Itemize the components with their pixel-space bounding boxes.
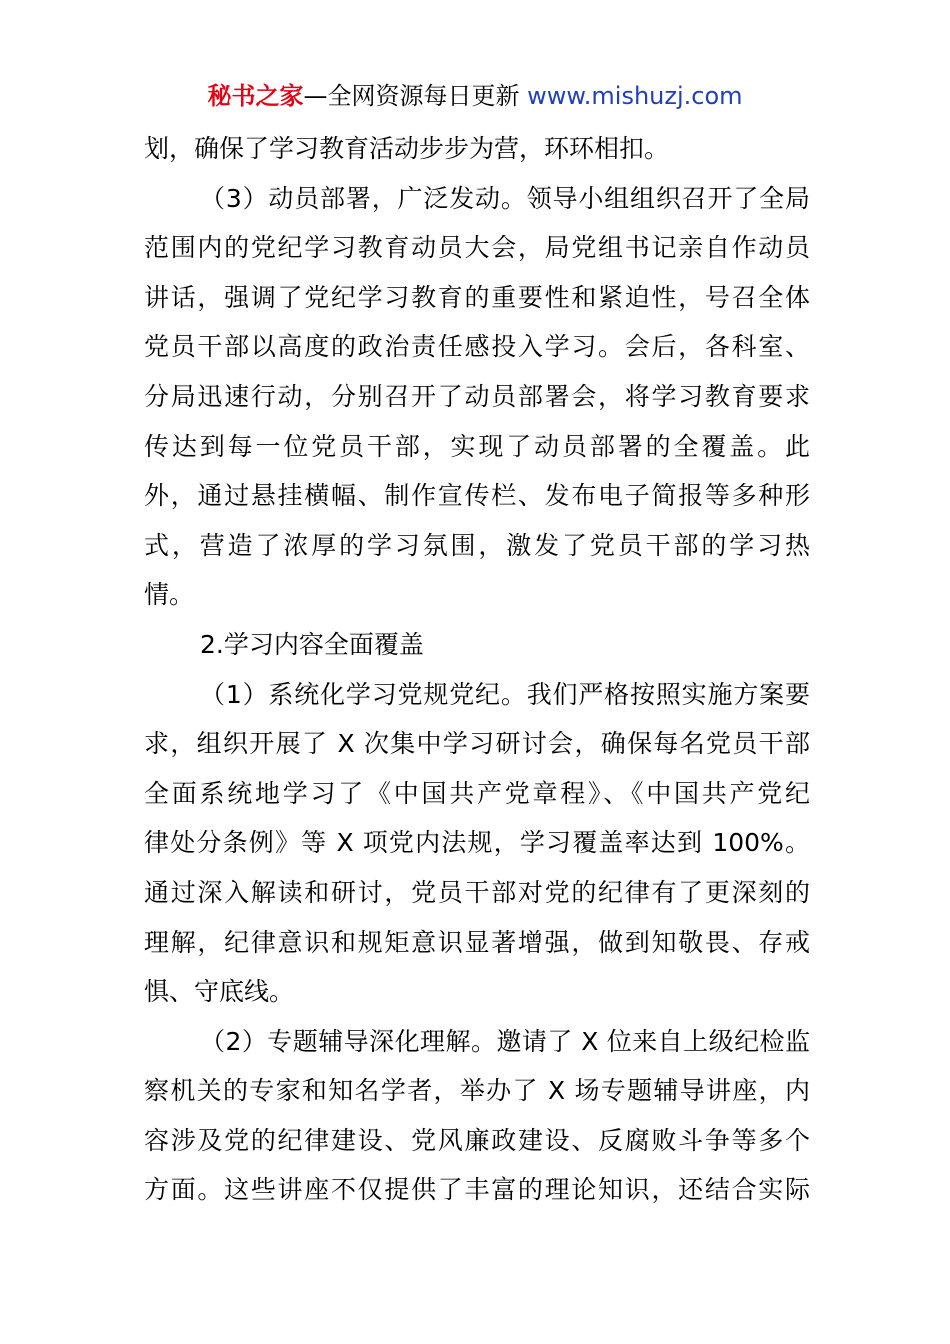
text-line-6: 分局迅速行动，分别召开了动员部署会，将学习教育要求	[144, 381, 810, 411]
text-line-7: 传达到每一位党员干部，实现了动员部署的全覆盖。此	[144, 431, 810, 461]
text-line-15: 律处分条例》等 X 项党内法规，学习覆盖率达到 100%。	[144, 828, 810, 858]
site-url-link[interactable]: www.mishuzj.com	[527, 82, 743, 110]
site-brand: 秘书之家	[207, 82, 304, 110]
text-line-4: 讲话，强调了党纪学习教育的重要性和紧迫性，号召全体	[144, 282, 810, 312]
text-line-22: 方面。这些讲座不仅提供了丰富的理论知识，还结合实际	[144, 1175, 810, 1205]
text-line-21: 容涉及党的纪律建设、党风廉政建设、反腐败斗争等多个	[144, 1125, 810, 1155]
text-line-10: 情。	[144, 580, 195, 610]
text-line-17: 理解，纪律意识和规矩意识显著增强，做到知敬畏、存戒	[144, 927, 810, 957]
text-line-14: 全面系统地学习了《中国共产党章程》、《中国共产党纪	[144, 778, 810, 808]
text-line-13: 求，组织开展了 X 次集中学习研讨会，确保每名党员干部	[144, 729, 810, 759]
document-body	[144, 124, 810, 1215]
text-line-16: 通过深入解读和研讨，党员干部对党的纪律有了更深刻的	[144, 877, 810, 907]
site-header	[0, 80, 950, 112]
text-line-12: （1）系统化学习党规党纪。我们严格按照实施方案要	[200, 679, 810, 709]
text-line-8: 外，通过悬挂横幅、制作宣传栏、发布电子简报等多种形	[144, 481, 810, 511]
text-line-2: （3）动员部署，广泛发动。领导小组组织召开了全局	[200, 183, 810, 213]
text-line-1: 划，确保了学习教育活动步步为营，环环相扣。	[144, 134, 670, 163]
text-line-20: 察机关的专家和知名学者，举办了 X 场专题辅导讲座，内	[144, 1076, 810, 1106]
site-tagline: —全网资源每日更新	[303, 82, 528, 110]
section-heading: 2.学习内容全面覆盖	[200, 629, 424, 659]
text-line-18: 惧、守底线。	[144, 977, 295, 1007]
text-line-5: 党员干部以高度的政治责任感投入学习。会后，各科室、	[144, 332, 810, 362]
text-line-9: 式，营造了浓厚的学习氛围，激发了党员干部的学习热	[144, 530, 810, 560]
text-line-19: （2）专题辅导深化理解。邀请了 X 位来自上级纪检监	[200, 1026, 810, 1056]
text-line-3: 范围内的党纪学习教育动员大会，局党组书记亲自作动员	[144, 233, 810, 263]
